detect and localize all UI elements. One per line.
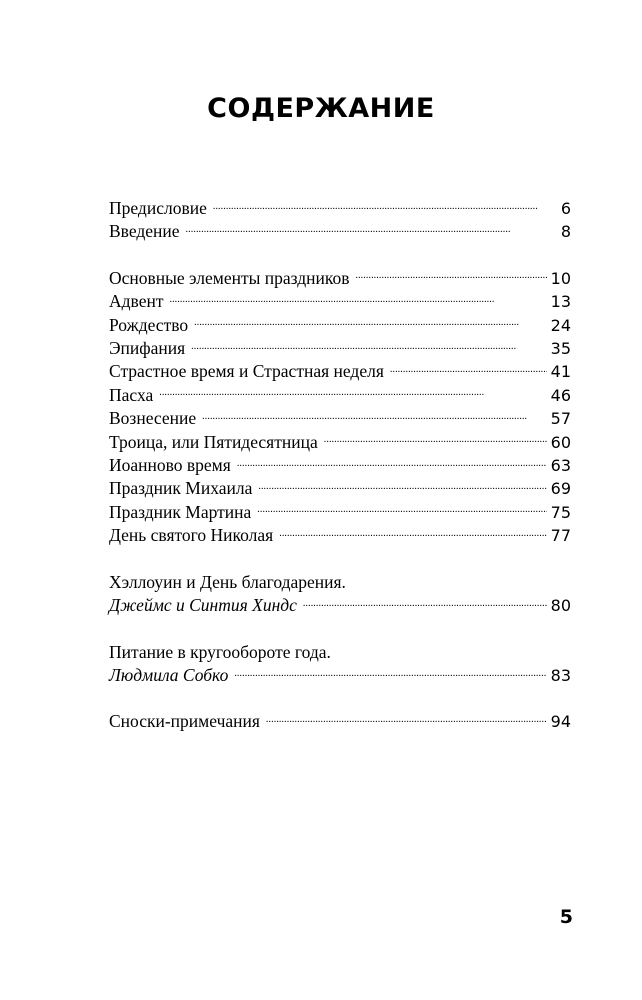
toc-leader-dots (169, 293, 546, 307)
toc-leader-dots (324, 434, 547, 448)
toc-group-festivals (109, 267, 571, 548)
toc-entry-title: Предисловие (109, 198, 207, 218)
toc-entry-title: Сноски-примечания (109, 711, 260, 732)
toc-group-notes (109, 710, 571, 733)
toc-entry-page: 94 (550, 712, 571, 732)
toc-entry-page: 80 (550, 596, 571, 616)
toc-entry-title: Праздник Михаила (109, 478, 253, 499)
toc-entry (109, 407, 571, 430)
toc-leader-dots (191, 340, 546, 354)
toc-entry (109, 454, 571, 477)
toc-entry (109, 431, 571, 454)
toc-entry-title: День святого Николая (109, 525, 274, 546)
toc-entry-page: 83 (550, 665, 571, 685)
toc-entry (109, 314, 571, 337)
toc-leader-dots (390, 363, 547, 377)
toc-leader-dots (194, 317, 547, 331)
toc-entry (109, 524, 571, 547)
toc-entry-author: Джеймс и Синтия Хиндс (109, 595, 297, 616)
toc-entry-title: Вознесение (109, 408, 197, 429)
toc-entry-page: 60 (550, 432, 571, 452)
table-of-contents (109, 197, 571, 757)
toc-entry-title: Иоанново время (109, 455, 231, 476)
toc-entry-page: 69 (550, 479, 571, 499)
toc-entry-title: Троица, или Пятидесятница (109, 431, 318, 452)
toc-entry-title: Страстное время и Страстная неделя (109, 361, 384, 382)
toc-leader-dots (213, 200, 557, 214)
toc-entry-page: 35 (550, 339, 571, 359)
toc-entry (109, 477, 571, 500)
toc-entry (109, 360, 571, 383)
page-number: 5 (559, 906, 573, 928)
toc-entry-page: 10 (550, 268, 571, 288)
toc-entry-title: Пасха (109, 384, 154, 405)
toc-leader-dots (234, 667, 546, 681)
toc-entry-title: Питание в кругообороте года. (109, 641, 331, 662)
toc-leader-dots (355, 270, 546, 284)
toc-leader-dots (266, 713, 547, 727)
toc-entry-page: 13 (550, 292, 571, 312)
toc-entry-page: 75 (550, 502, 571, 522)
toc-entry (109, 710, 571, 733)
toc-entry-title: Хэллоуин и День благодарения. (109, 571, 346, 592)
toc-leader-dots (186, 223, 557, 237)
toc-entry-title: Рождество (109, 314, 189, 335)
toc-entry (109, 594, 571, 617)
toc-group-nutrition (109, 641, 571, 688)
toc-leader-dots (279, 527, 546, 541)
toc-group-front-matter (109, 197, 571, 244)
toc-entry-title: Адвент (109, 291, 164, 312)
page-title: СОДЕРЖАНИЕ (207, 93, 435, 124)
toc-entry-page: 6 (560, 199, 571, 218)
toc-entry (109, 197, 571, 220)
toc-leader-dots (237, 457, 547, 471)
toc-entry (109, 664, 571, 687)
toc-group-halloween (109, 571, 571, 618)
toc-entry-title: Эпифания (109, 338, 186, 359)
toc-entry-page: 8 (560, 222, 571, 242)
toc-entry (109, 501, 571, 524)
toc-entry-page: 46 (550, 385, 571, 405)
toc-entry-page: 77 (550, 526, 571, 546)
toc-entry (109, 267, 571, 290)
toc-leader-dots (258, 480, 546, 494)
toc-entry-page: 41 (550, 362, 571, 382)
toc-leader-dots (303, 597, 547, 611)
toc-entry-page: 63 (550, 456, 571, 476)
toc-entry (109, 290, 571, 313)
toc-leader-dots (257, 504, 546, 518)
toc-entry-author: Людмила Собко (109, 664, 229, 685)
toc-entry (109, 384, 571, 407)
toc-entry-title: Праздник Мартина (109, 501, 252, 522)
toc-entry (109, 337, 571, 360)
toc-entry (109, 220, 571, 243)
toc-leader-dots (202, 410, 546, 424)
toc-entry-title: Введение (109, 221, 180, 242)
toc-leader-dots (159, 387, 546, 401)
toc-entry-page: 24 (550, 315, 571, 335)
toc-entry-page: 57 (550, 409, 571, 429)
toc-entry-title: Основные элементы праздников (109, 267, 350, 288)
